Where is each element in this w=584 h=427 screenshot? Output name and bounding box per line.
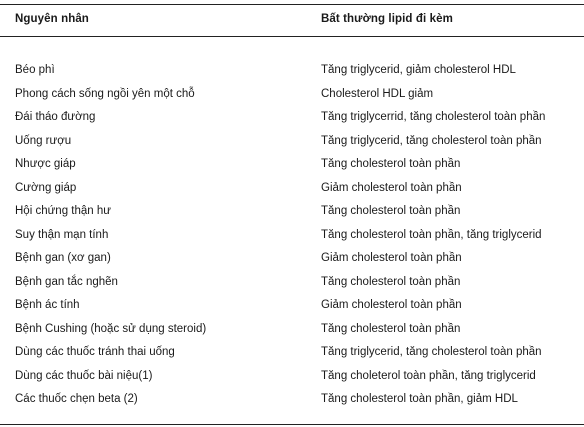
cause-cell: Phong cách sống ngồi yên một chỗ [15,87,195,100]
cause-cell: Nhược giáp [15,158,76,170]
table-row [0,181,584,205]
lipid-cell: Tăng triglycerrid, tăng cholesterol toàn phần [321,111,546,123]
table-row [0,134,584,158]
cause-cell: Hội chứng thận hư [15,205,111,217]
lipid-cell: Tăng cholesterol toàn phần [321,275,461,288]
cause-cell: Uống rượu [15,134,72,147]
lipid-cell: Tăng cholesterol toàn phần, giảm HDL [321,393,518,405]
cause-cell: Cường giáp [15,181,77,194]
cause-cell: Các thuốc chẹn beta (2) [15,393,138,405]
header-cause: Nguyên nhân [15,13,89,25]
table-row [0,87,584,111]
cause-cell: Đái tháo đường [15,111,96,123]
lipid-cell: Cholesterol HDL giảm [321,87,434,100]
table-header-rule [0,36,584,37]
cause-cell: Suy thận mạn tính [15,228,109,241]
header-lipid-abnormality: Bất thường lipid đi kèm [321,13,453,25]
table-body [0,63,584,416]
table-row [0,251,584,275]
cause-cell: Bệnh gan tắc nghẽn [15,275,118,288]
table-row [0,322,584,346]
lipid-cell: Tăng cholesterol toàn phần [321,322,461,335]
table-row [0,369,584,393]
cause-cell: Dùng các thuốc tránh thai uống [15,346,175,358]
table-row [0,392,584,416]
cause-cell: Béo phì [15,64,55,76]
cause-cell: Dùng các thuốc bài niệu(1) [15,369,153,382]
lipid-cell: Tăng cholesterol toàn phần [321,205,461,217]
lipid-cell: Tăng triglycerid, tăng cholesterol toàn phần [321,134,542,147]
table-row [0,345,584,369]
table-bottom-rule [0,424,584,425]
table-header-row [0,13,584,31]
cause-cell: Bệnh ác tính [15,299,80,311]
lipid-cell: Tăng cholesterol toàn phần, tăng triglycerid [321,228,542,241]
table-row [0,157,584,181]
cause-cell: Bệnh Cushing (hoặc sử dụng steroid) [15,322,207,335]
table-row [0,228,584,252]
table-row [0,275,584,299]
table-row [0,204,584,228]
lipid-cell: Tăng triglycerid, giảm cholesterol HDL [321,64,516,76]
table-row [0,63,584,87]
table-row [0,110,584,134]
cause-cell: Bệnh gan (xơ gan) [15,252,111,264]
table-top-rule [0,4,584,5]
lipid-cell: Tăng cholesterol toàn phần [321,158,461,170]
lipid-cell: Tăng choleterol toàn phần, tăng triglycerid [321,369,536,382]
table-row [0,298,584,322]
lipid-cell: Giảm cholesterol toàn phần [321,181,462,194]
lipid-cell: Tăng triglycerid, tăng cholesterol toàn phần [321,346,542,358]
lipid-cell: Giảm cholesterol toàn phần [321,252,462,264]
lipid-cell: Giảm cholesterol toàn phần [321,299,462,311]
